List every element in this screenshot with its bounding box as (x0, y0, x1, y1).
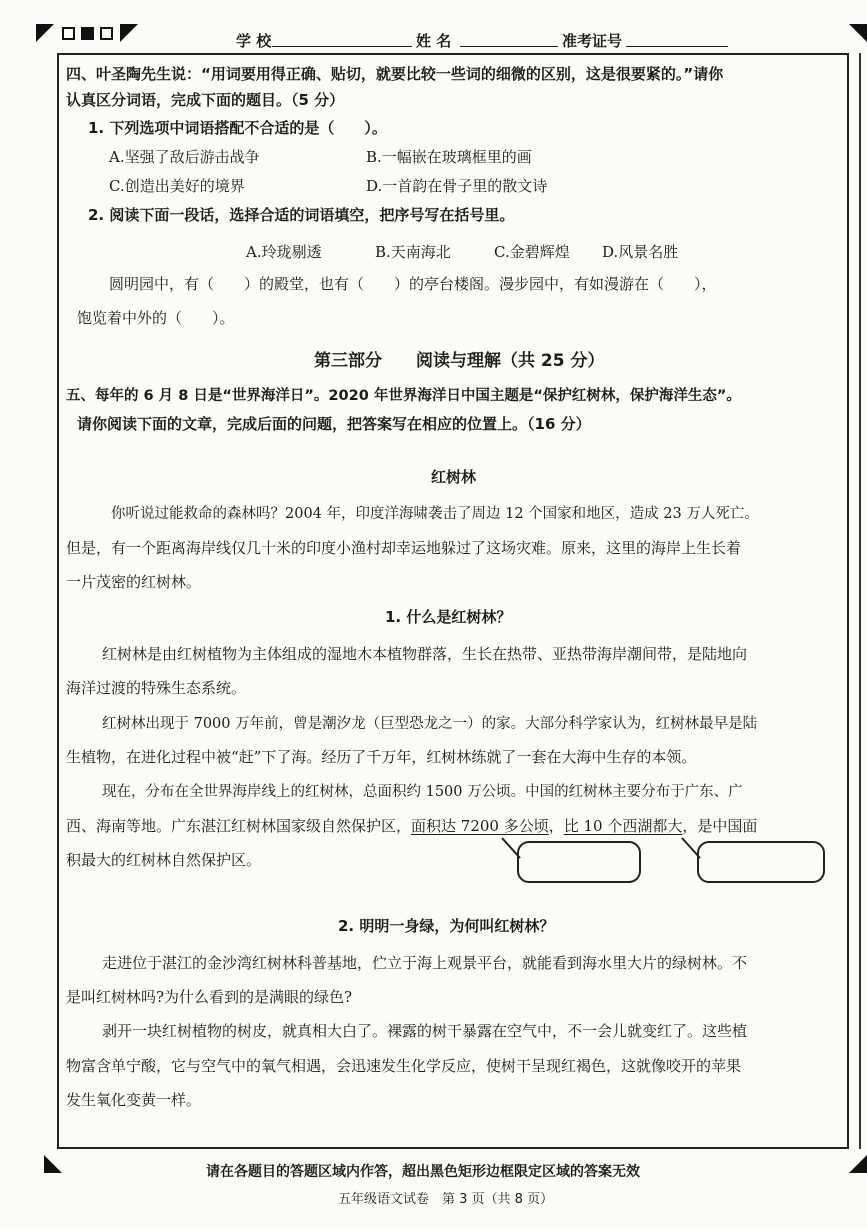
q5-title-line2: 请你阅读下面的文章，完成后面的问题，把答案写在相应的位置上。（16 分） (77, 415, 591, 433)
q4-choice-d: D.风景名胜 (602, 243, 679, 261)
q4-title-line2: 认真区分词语，完成下面的题目。（5 分） (66, 91, 345, 109)
q4-option-c: C.创造出美好的境界 (109, 177, 245, 195)
article-p1-line3: 一片茂密的红树林。 (66, 573, 202, 591)
article-p4-line3: 积最大的红树林自然保护区。 (66, 851, 262, 869)
school-label: 学 校 (236, 32, 272, 50)
article-p5-line1: 走进位于湛江的金沙湾红树林科普基地，伫立于海上观景平台，就能看到海水里大片的绿树林。不 (102, 954, 748, 972)
article-p4-line2-start: 西、海南等地。广东湛江红树林国家级自然保护区， (66, 817, 412, 835)
corner-mark-bottom-left (44, 1155, 62, 1173)
footer-page-info: 五年级语文试卷 第 3 页（共 8 页） (338, 1192, 554, 1207)
article-p4-comma: ， (548, 817, 564, 835)
answer-bubble-1[interactable] (517, 841, 641, 883)
marker-square-empty-2 (100, 27, 113, 40)
school-field[interactable] (272, 46, 412, 47)
q4-choice-c: C.金碧辉煌 (494, 243, 570, 261)
article-p2-line1: 红树林是由红树植物为主体组成的湿地木本植物群落，生长在热带、亚热带海岸潮间带，是陆地向 (102, 645, 748, 663)
q4-fill-paragraph-line2: 饱览着中外的（ ）。 (77, 309, 235, 327)
q4-choice-b: B.天南海北 (375, 243, 451, 261)
q4-title-line1: 四、叶圣陶先生说：“用词要用得正确、贴切，就要比较一些词的细微的区别，这是很要紧的。”请你 (66, 65, 724, 83)
q4-option-b: B.一幅嵌在玻璃框里的画 (366, 148, 532, 166)
corner-mark-top-left (36, 24, 54, 42)
q4-option-a: A.坚强了敌后游击战争 (109, 148, 260, 166)
corner-mark-top-left-2 (120, 24, 138, 42)
article-p1-line2: 但是，有一个距离海岸线仅几十米的印度小渔村却幸运地躲过了这场灾难。原来，这里的海岸上生长着 (66, 539, 742, 557)
article-p4-line1: 现在，分布在全世界海岸线上的红树林，总面积约 1500 万公顷。中国的红树林主要分布于广东、广 (102, 784, 743, 800)
corner-mark-bottom-right (849, 1155, 867, 1173)
q4-fill-paragraph-line1: 圆明园中，有（ ）的殿堂，也有（ ）的亭台楼阁。漫步园中，有如漫游在（ ）， (109, 275, 717, 293)
answer-bubble-2[interactable] (697, 841, 825, 883)
corner-mark-top-right (849, 24, 867, 42)
q4-sub-question-1: 1. 下列选项中词语搭配不合适的是（ ）。 (88, 119, 387, 137)
article-p3-line1: 红树林出现于 7000 万年前，曾是潮汐龙（巨型恐龙之一）的家。大部分科学家认为，红树林最早是陆 (102, 716, 758, 732)
name-field[interactable] (460, 46, 558, 47)
article-p5-line2: 是叫红树林吗?为什么看到的是满眼的绿色? (66, 988, 353, 1006)
marker-square-filled (81, 27, 94, 40)
article-title: 红树林 (431, 468, 477, 486)
underlined-phrase-comparison: 比 10 个西湖都大 (563, 817, 683, 835)
article-p6-line1: 剥开一块红树植物的树皮，就真相大白了。裸露的树干暴露在空气中，不一会儿就变红了。这些植 (102, 1022, 748, 1040)
article-p4-line2 (66, 815, 757, 836)
article-p6-line3: 发生氧化变黄一样。 (66, 1091, 202, 1109)
right-edge-line (859, 53, 861, 1149)
marker-square-empty-1 (62, 27, 75, 40)
part3-title: 第三部分 阅读与理解（共 25 分） (314, 351, 605, 371)
article-p4-line2-end: ，是中国面 (682, 817, 758, 835)
q5-title-line1: 五、每年的 6 月 8 日是“世界海洋日”。2020 年世界海洋日中国主题是“保护红树林，保护海洋生态”。 (66, 388, 741, 404)
exam-id-label: 准考证号 (562, 32, 623, 50)
article-p2-line2: 海洋过渡的特殊生态系统。 (66, 679, 247, 697)
article-p6-line2: 物富含单宁酸，它与空气中的氧气相遇，会迅速发生化学反应，使树干呈现红褐色，这就像咬开的苹果 (66, 1057, 742, 1075)
footer-notice: 请在各题目的答题区域内作答，超出黑色矩形边框限定区域的答案无效 (206, 1164, 640, 1180)
q4-choice-a: A.玲珑剔透 (246, 243, 322, 261)
underlined-phrase-area: 面积达 7200 多公顷 (411, 817, 549, 835)
exam-id-field[interactable] (626, 46, 728, 47)
article-heading-2: 2. 明明一身绿，为何叫红树林？ (338, 917, 555, 935)
q4-option-d: D.一首韵在骨子里的散文诗 (366, 177, 548, 195)
article-heading-1: 1. 什么是红树林？ (385, 608, 512, 626)
name-label: 姓 名 (416, 32, 452, 50)
q4-sub-question-2: 2. 阅读下面一段话，选择合适的词语填空，把序号写在括号里。 (88, 206, 515, 224)
article-p3-line2: 生植物，在进化过程中被“赶”下了海。经历了千万年，红树林练就了一套在大海中生存的本领。 (66, 748, 697, 766)
article-p1-line1: 你听说过能救命的森林吗？2004 年，印度洋海啸袭击了周边 12 个国家和地区，造成 23 万人死亡。 (111, 506, 759, 522)
